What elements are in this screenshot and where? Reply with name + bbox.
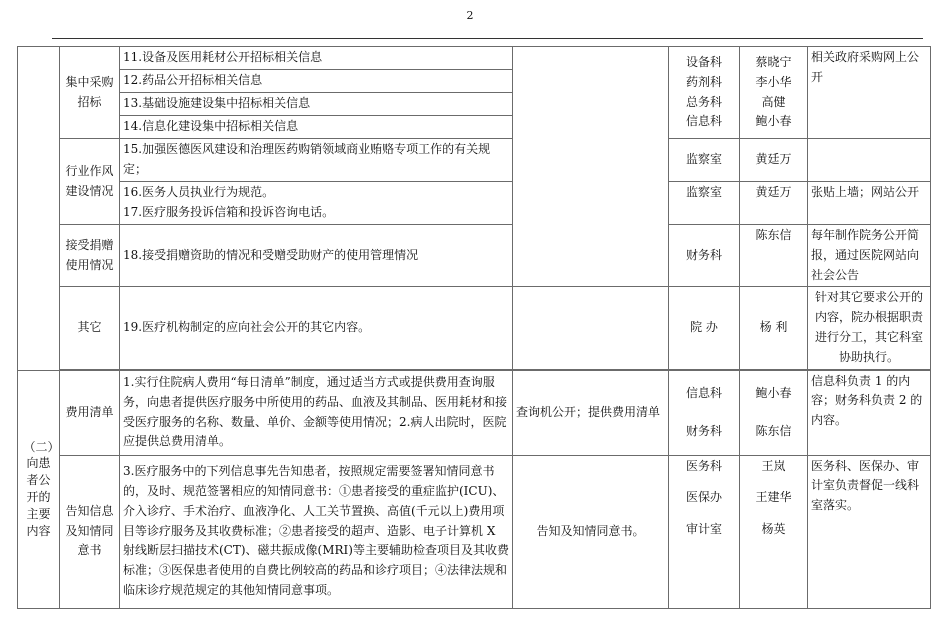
consent-form: 告知及知情同意书。 — [513, 455, 669, 608]
dept-insurance: 医保办 — [685, 490, 722, 505]
procurement-persons — [740, 47, 808, 139]
person-chen-b: 陈东信 — [755, 423, 792, 438]
person-chen: 陈东信 — [740, 225, 808, 287]
dept-audit: 审计室 — [685, 522, 722, 537]
disclosure-table — [17, 46, 931, 609]
dept-office: 院 办 — [669, 287, 740, 369]
person-bao: 鲍小春 — [755, 114, 792, 129]
dept-general: 总务科 — [685, 94, 722, 109]
dept-equipment: 设备科 — [685, 54, 722, 69]
conduct-method: 张贴上墙；网站公开 — [808, 182, 931, 225]
person-huang-a: 黄廷万 — [740, 139, 808, 182]
item-17: 17.医疗服务投诉信箱和投诉咨询电话。 — [123, 205, 335, 219]
consent-depts — [669, 455, 740, 608]
dept-info-b: 信息科 — [685, 385, 722, 400]
table-row — [18, 47, 931, 70]
fee-content: 1.实行住院病人费用“每日清单”制度，通过适当方式或提供费用查询服务，向患者提供医疗服务中所使用的药品、血液及其制品、医用耗材和接受医疗服务的名称、数量、单价、金额等使用情况；2.病人出院时，医院应提供总费用清单。 — [120, 370, 513, 455]
table-row — [18, 182, 931, 225]
item-13: 13.基础设施建设集中招标相关信息 — [120, 93, 513, 116]
item-14: 14.信息化建设集中招标相关信息 — [120, 116, 513, 139]
fee-form: 查询机公开；提供费用清单 — [513, 370, 669, 455]
items-16-17 — [120, 182, 513, 225]
form-cell-blank — [513, 47, 669, 287]
consent-method: 医务科、医保办、审计室负责督促一线科室落实。 — [808, 455, 931, 608]
person-yang: 杨 利 — [740, 287, 808, 369]
dept-supervision-b: 监察室 — [669, 182, 740, 225]
consent-content: 3.医疗服务中的下列信息事先告知患者，按照规定需要签署知情同意书的，及时、规范签署相应的知情同意书：①患者接受的重症监护(ICU)、介入诊疗、手术治疗、血液净化、人工关节置换、高值(千元以上)费用项目等诊疗服务及其收费标准；②患者接受的超声、造影、电子计算机 X 射线断层扫描技术(CT)、磁共振成像(MRI)等主要辅助检查项目及其收费标准；③医保患者使用的自费比例较高的药品和诊疗项目；④法律法规和临床诊疗规范规定的其他知情同意事项。 — [120, 455, 513, 608]
item-19: 19.医疗机构制定的应向社会公开的其它内容。 — [120, 287, 513, 369]
dept-info: 信息科 — [685, 114, 722, 129]
person-huang-b: 黄廷万 — [740, 182, 808, 225]
person-yang-ying: 杨英 — [761, 522, 786, 537]
page-number: 2 — [466, 9, 474, 22]
table-row — [18, 139, 931, 182]
form-cell-other — [513, 287, 669, 369]
table-row — [18, 370, 931, 455]
table-row — [18, 225, 931, 287]
section-patient: （二）向患者公开的主要内容 — [18, 370, 60, 608]
item-16: 16.医务人员执业行为规范。 — [123, 185, 275, 200]
header-rule — [52, 38, 923, 39]
item-18: 18.接受捐赠资助的情况和受赠受助财产的使用管理情况 — [120, 225, 513, 287]
person-wang-lan: 王岚 — [761, 458, 786, 473]
dept-medical: 医务科 — [685, 458, 722, 473]
table-row — [18, 287, 931, 369]
person-cai: 蔡晓宁 — [755, 54, 792, 69]
category-consent: 告知信息及知情同意书 — [60, 455, 120, 608]
person-gao: 高健 — [761, 94, 786, 109]
item-12: 12.药品公开招标相关信息 — [120, 70, 513, 93]
procurement-depts — [669, 47, 740, 139]
consent-persons — [740, 455, 808, 608]
item-11: 11.设备及医用耗材公开招标相关信息 — [120, 47, 513, 70]
person-bao-b: 鲍小春 — [755, 385, 792, 400]
category-procurement: 集中采购招标 — [60, 47, 120, 139]
dept-pharmacy: 药剂科 — [685, 74, 722, 89]
fee-persons — [740, 370, 808, 455]
category-fee: 费用清单 — [60, 370, 120, 455]
category-conduct: 行业作风建设情况 — [60, 139, 120, 225]
dept-finance-b: 财务科 — [685, 423, 722, 438]
donation-method: 每年制作院务公开简报，通过医院网站向社会公告 — [808, 225, 931, 287]
fee-method: 信息科负责 1 的内容；财务科负责 2 的内容。 — [808, 370, 931, 455]
section-cell-public — [18, 47, 60, 371]
other-method: 针对其它要求公开的内容，院办根据职责进行分工，其它科室协助执行。 — [808, 287, 931, 369]
procurement-method: 相关政府采购网上公开 — [808, 47, 931, 139]
fee-depts — [669, 370, 740, 455]
table-row — [18, 455, 931, 608]
category-other: 其它 — [60, 287, 120, 369]
category-donation: 接受捐赠使用情况 — [60, 225, 120, 287]
dept-supervision-a: 监察室 — [669, 139, 740, 182]
dept-finance: 财务科 — [669, 225, 740, 287]
conduct-method-blank — [808, 139, 931, 182]
item-15: 15.加强医德医风建设和治理医药购销领域商业贿赂专项工作的有关规定； — [120, 139, 513, 182]
person-wang-jianhua: 王建华 — [755, 490, 792, 505]
person-li: 李小华 — [755, 74, 792, 89]
